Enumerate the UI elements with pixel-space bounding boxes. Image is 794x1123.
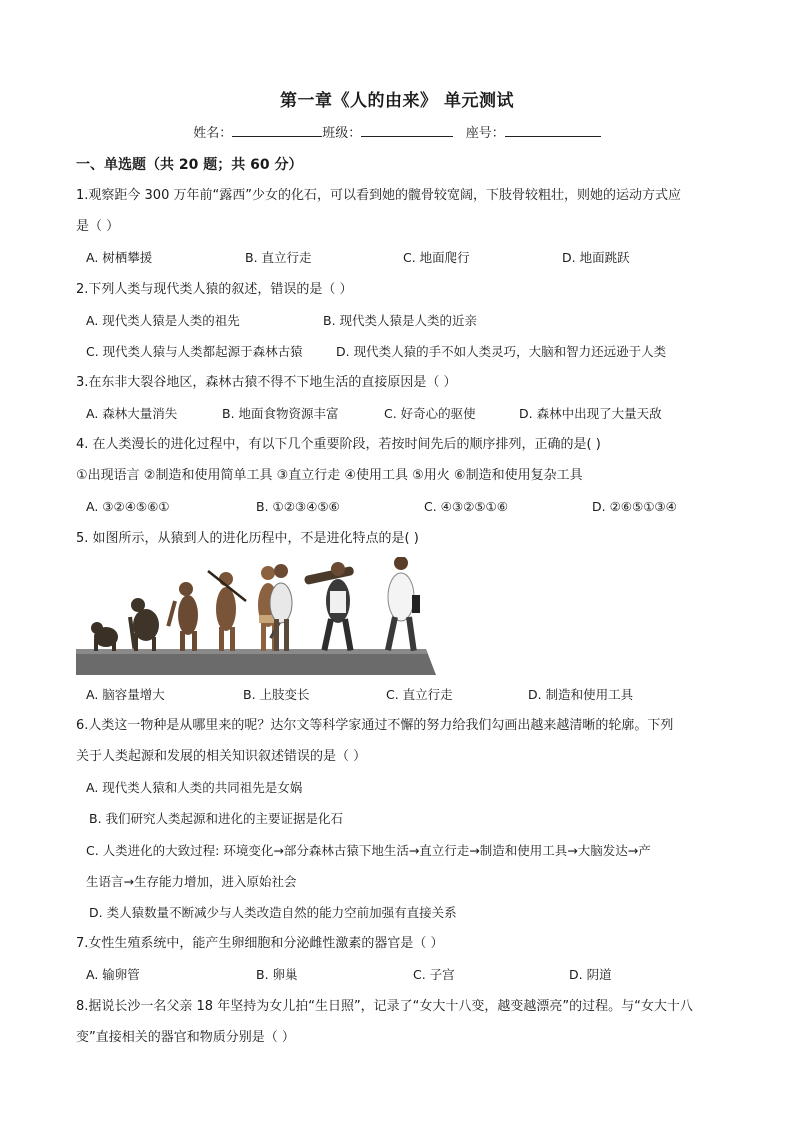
- q5-option-b[interactable]: B. 上肢变长: [243, 687, 310, 702]
- q1-option-b[interactable]: B. 直立行走: [245, 250, 312, 265]
- section-heading: 一、单选题（共 20 题；共 60 分）: [76, 157, 303, 173]
- question-2-stem: 2.下列人类与现代类人猿的叙述，错误的是（ ）: [76, 282, 353, 297]
- q7-option-b[interactable]: B. 卵巢: [256, 967, 298, 982]
- human-figure-7: [304, 562, 355, 651]
- q6-option-b[interactable]: B. 我们研究人类起源和进化的主要证据是化石: [89, 811, 344, 826]
- question-3-stem: 3.在东非大裂谷地区，森林古猿不得不下地生活的直接原因是（ ）: [76, 375, 457, 390]
- seat-blank[interactable]: [505, 124, 601, 137]
- question-8-stem: 8.据说长沙一名父亲 18 年坚持为女儿拍“生日照”，记录了“女大十八变，越变越漂亮”的过程。与“女大十八: [76, 999, 693, 1014]
- q4-option-d[interactable]: D. ②⑥⑤①③④: [592, 499, 677, 514]
- human-figure-8: [385, 557, 420, 651]
- q2-option-d[interactable]: D. 现代类人猿的手不如人类灵巧，大脑和智力还远逊于人类: [336, 344, 667, 359]
- question-8-stem-cont: 变”直接相关的器官和物质分别是（ ）: [76, 1030, 295, 1045]
- question-5-stem: 5. 如图所示，从猿到人的进化历程中，不是进化特点的是( ): [76, 531, 419, 546]
- q5-option-c[interactable]: C. 直立行走: [386, 687, 453, 702]
- question-4-stem: 4. 在人类漫长的进化过程中，有以下几个重要阶段，若按时间先后的顺序排列，正确的是( ): [76, 437, 601, 452]
- book-shape: [412, 595, 420, 613]
- q6-option-c[interactable]: C. 人类进化的大致过程: 环境变化→部分森林古猿下地生活→直立行走→制造和使用工具→大脑发达→产: [86, 843, 651, 858]
- q4-option-b[interactable]: B. ①②③④⑤⑥: [256, 499, 340, 514]
- page-title: 第一章《人的由来》 单元测试: [280, 91, 514, 111]
- q5-option-a[interactable]: A. 脑容量增大: [86, 687, 165, 702]
- seat-label: 座号：: [465, 126, 505, 141]
- q2-option-c[interactable]: C. 现代类人猿与人类都起源于森林古猿: [86, 344, 303, 359]
- ape-figure-2: [128, 598, 159, 651]
- name-label: 姓名：: [193, 126, 233, 141]
- question-7-stem: 7.女性生殖系统中，能产生卵细胞和分泌雌性激素的器官是（ ）: [76, 936, 444, 951]
- hominid-figure-3: [166, 582, 198, 651]
- q4-option-a[interactable]: A. ③②④⑤⑥①: [86, 499, 170, 514]
- q3-option-a[interactable]: A. 森林大量消失: [86, 406, 178, 421]
- ape-figure-1: [91, 622, 118, 651]
- q3-option-c[interactable]: C. 好奇心的驱使: [384, 406, 476, 421]
- question-1-stem: 1.观察距今 300 万年前“露西”少女的化石，可以看到她的髋骨较宽阔，下肢骨较粗壮，则她的运动方式应: [76, 188, 681, 203]
- q6-option-d[interactable]: D. 类人猿数量不断减少与人类改造自然的能力空前加强有直接关系: [89, 905, 457, 920]
- ground-highlight: [76, 649, 428, 654]
- class-label: 班级：: [322, 126, 362, 141]
- class-blank[interactable]: [361, 124, 453, 137]
- q4-option-c[interactable]: C. ④③②⑤①⑥: [424, 499, 508, 514]
- q7-option-d[interactable]: D. 阴道: [569, 967, 612, 982]
- q3-option-d[interactable]: D. 森林中出现了大量天敌: [519, 406, 662, 421]
- evolution-illustration: [76, 557, 436, 675]
- name-blank[interactable]: [232, 124, 322, 137]
- question-4-items: ①出现语言 ②制造和使用简单工具 ③直立行走 ④使用工具 ⑤用火 ⑥制造和使用复杂工具: [76, 468, 583, 483]
- q6-option-a[interactable]: A. 现代类人猿和人类的共同祖先是女娲: [86, 780, 303, 795]
- student-info: [0, 122, 794, 141]
- q1-option-a[interactable]: A. 树栖攀援: [86, 250, 153, 265]
- question-6-stem-cont: 关于人类起源和发展的相关知识叙述错误的是（ ）: [76, 749, 367, 764]
- q7-option-c[interactable]: C. 子宫: [413, 967, 455, 982]
- q1-option-c[interactable]: C. 地面爬行: [403, 250, 470, 265]
- question-1-stem-cont: 是（ ）: [76, 219, 120, 234]
- q2-option-b[interactable]: B. 现代类人猿是人类的近亲: [323, 313, 478, 328]
- q7-option-a[interactable]: A. 输卵管: [86, 967, 140, 982]
- q5-option-d[interactable]: D. 制造和使用工具: [528, 687, 634, 702]
- q1-option-d[interactable]: D. 地面跳跃: [562, 250, 630, 265]
- q6-option-c-cont: 生语言→生存能力增加，进入原始社会: [86, 874, 297, 889]
- question-6-stem: 6.人类这一物种是从哪里来的呢？达尔文等科学家通过不懈的努力给我们勾画出越来越清晰的轮廓。下列: [76, 718, 674, 733]
- hominid-figure-4: [208, 571, 246, 651]
- q2-option-a[interactable]: A. 现代类人猿是人类的祖先: [86, 313, 240, 328]
- q3-option-b[interactable]: B. 地面食物资源丰富: [222, 406, 339, 421]
